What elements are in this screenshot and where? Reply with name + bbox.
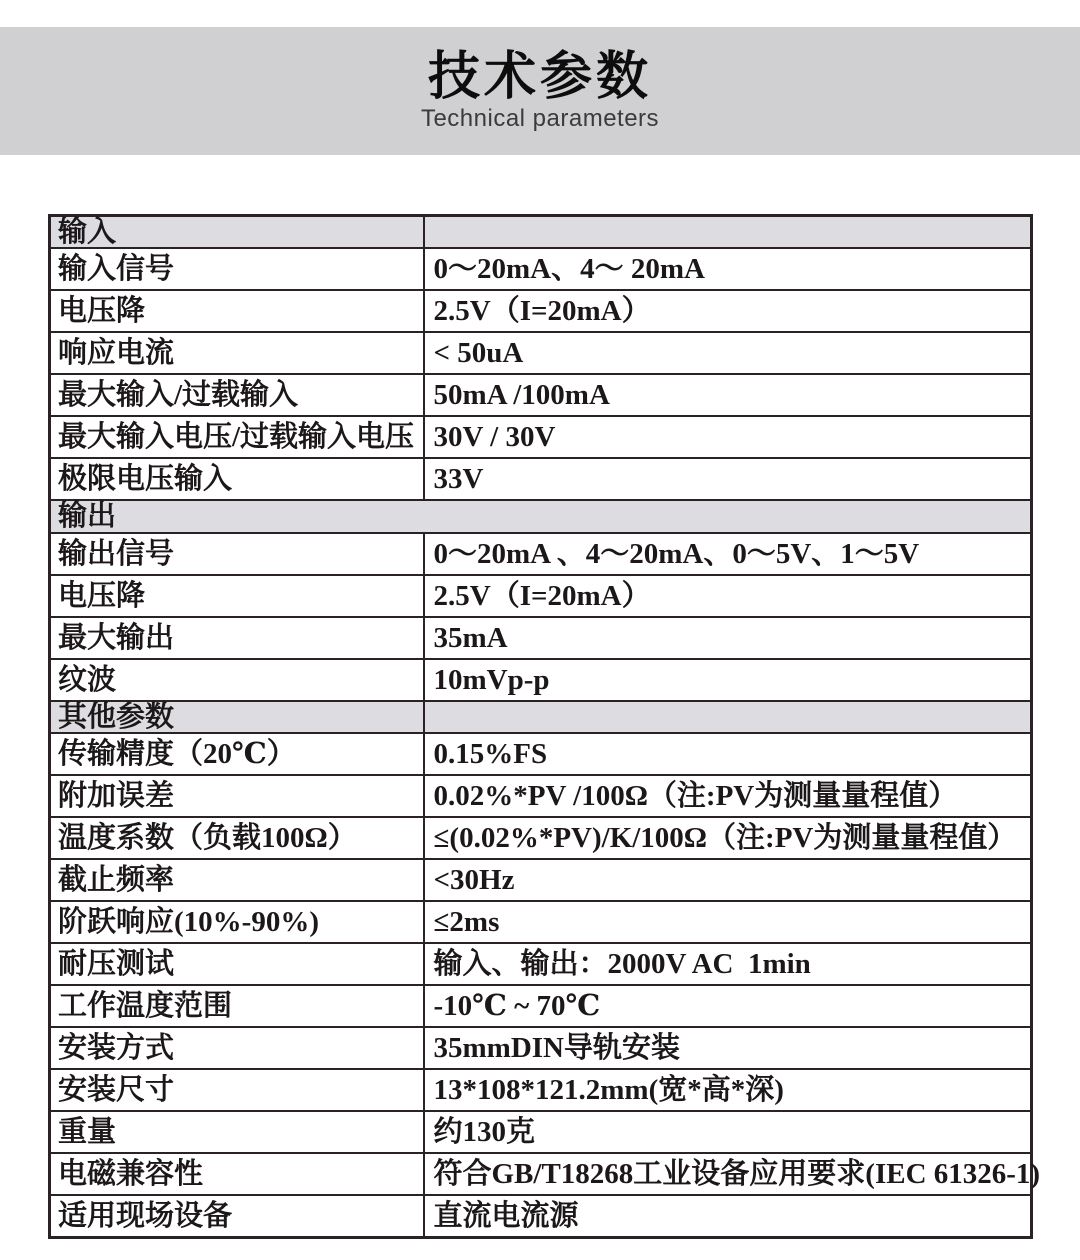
spec-label: 电磁兼容性 xyxy=(50,1153,424,1195)
spec-value: 符合GB/T18268工业设备应用要求(IEC 61326-1) xyxy=(424,1153,1032,1195)
spec-value: 50mA /100mA xyxy=(424,374,1032,416)
spec-value: 10mVp-p xyxy=(424,659,1032,701)
spec-row xyxy=(50,533,1032,575)
spec-row xyxy=(50,1027,1032,1069)
spec-label: 最大输出 xyxy=(50,617,424,659)
spec-value: ≤(0.02%*PV)/K/100Ω（注:PV为测量量程值） xyxy=(424,817,1032,859)
spec-value: 35mA xyxy=(424,617,1032,659)
spec-value: 约130克 xyxy=(424,1111,1032,1153)
spec-value: 30V / 30V xyxy=(424,416,1032,458)
spec-row xyxy=(50,1195,1032,1237)
spec-label: 输入信号 xyxy=(50,248,424,290)
section-header-cell: 输入 xyxy=(50,216,424,249)
spec-value: 0.02%*PV /100Ω（注:PV为测量量程值） xyxy=(424,775,1032,817)
spec-label: 阶跃响应(10%-90%) xyxy=(50,901,424,943)
spec-row xyxy=(50,1111,1032,1153)
section-header-empty-cell xyxy=(424,701,1032,733)
spec-label: 温度系数（负载100Ω） xyxy=(50,817,424,859)
spec-value: 0.15%FS xyxy=(424,733,1032,775)
header-band xyxy=(0,27,1080,155)
spec-label: 适用现场设备 xyxy=(50,1195,424,1237)
spec-label: 工作温度范围 xyxy=(50,985,424,1027)
spec-label: 安装尺寸 xyxy=(50,1069,424,1111)
spec-label: 电压降 xyxy=(50,575,424,617)
spec-label: 最大输入电压/过载输入电压 xyxy=(50,416,424,458)
spec-label: 响应电流 xyxy=(50,332,424,374)
spec-row xyxy=(50,575,1032,617)
spec-row xyxy=(50,248,1032,290)
spec-row xyxy=(50,1069,1032,1111)
section-header-row xyxy=(50,701,1032,733)
spec-value: 2.5V（I=20mA） xyxy=(424,290,1032,332)
spec-label: 安装方式 xyxy=(50,1027,424,1069)
spec-value: 0～20mA 、4～20mA、0～5V、1～5V xyxy=(424,533,1032,575)
spec-row xyxy=(50,817,1032,859)
section-header-cell: 其他参数 xyxy=(50,701,424,733)
spec-value: 0～20mA、4～ 20mA xyxy=(424,248,1032,290)
section-header-row xyxy=(50,216,1032,249)
spec-value: 2.5V（I=20mA） xyxy=(424,575,1032,617)
spec-value: 33V xyxy=(424,458,1032,500)
spec-value: 13*108*121.2mm(宽*高*深) xyxy=(424,1069,1032,1111)
spec-label: 极限电压输入 xyxy=(50,458,424,500)
section-header-row xyxy=(50,500,1032,532)
spec-row xyxy=(50,290,1032,332)
spec-value: 直流电流源 xyxy=(424,1195,1032,1237)
section-header-cell: 输出 xyxy=(50,500,1032,532)
spec-label: 最大输入/过载输入 xyxy=(50,374,424,416)
spec-label: 截止频率 xyxy=(50,859,424,901)
spec-row xyxy=(50,458,1032,500)
spec-row xyxy=(50,943,1032,985)
spec-table-body xyxy=(50,216,1041,1238)
spec-row xyxy=(50,1153,1032,1195)
spec-row xyxy=(50,416,1032,458)
spec-label: 电压降 xyxy=(50,290,424,332)
spec-row xyxy=(50,901,1032,943)
spec-label: 输出信号 xyxy=(50,533,424,575)
spec-table xyxy=(48,214,1041,1239)
spec-row xyxy=(50,374,1032,416)
spec-label: 传输精度（20℃） xyxy=(50,733,424,775)
section-header-empty-cell xyxy=(424,216,1032,249)
spec-label: 重量 xyxy=(50,1111,424,1153)
spec-row xyxy=(50,733,1032,775)
spec-row xyxy=(50,775,1032,817)
spec-value: 35mmDIN导轨安装 xyxy=(424,1027,1032,1069)
spec-value: < 50uA xyxy=(424,332,1032,374)
spec-row xyxy=(50,659,1032,701)
spec-label: 纹波 xyxy=(50,659,424,701)
spec-row xyxy=(50,985,1032,1027)
spec-value: ≤2ms xyxy=(424,901,1032,943)
spec-row xyxy=(50,332,1032,374)
spec-row xyxy=(50,859,1032,901)
spec-row xyxy=(50,617,1032,659)
spec-value: <30Hz xyxy=(424,859,1032,901)
spec-label: 耐压测试 xyxy=(50,943,424,985)
page-title: 技术参数 xyxy=(427,48,652,106)
spec-label: 附加误差 xyxy=(50,775,424,817)
spec-value: -10℃ ~ 70℃ xyxy=(424,985,1032,1027)
spec-value: 输入、输出：2000V AC 1min xyxy=(424,943,1032,985)
page-subtitle: Technical parameters xyxy=(420,105,660,132)
